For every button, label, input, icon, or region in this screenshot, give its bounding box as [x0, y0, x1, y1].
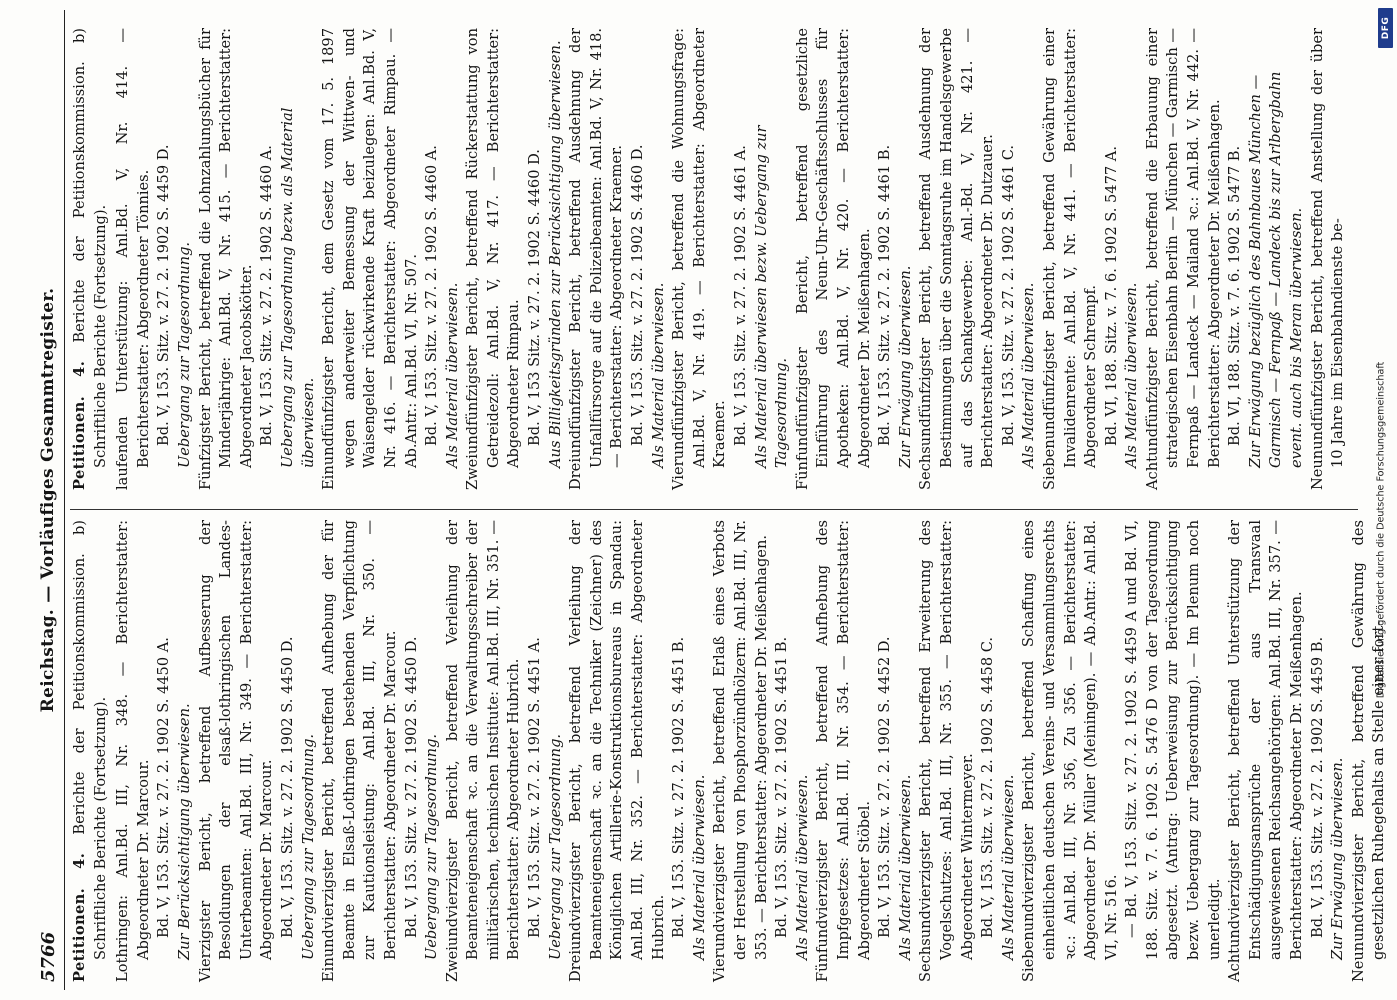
resolution-note: Als Material überwiesen. [649, 282, 667, 468]
register-entry: Sechsundfünfzigster Bericht, betreffend Ausdehnung der Bestimmungen über die Sonntagsruhe im Handelsgewerbe auf das Schankgewerbe: Anl.-Bd. V, Nr. 421. — Berichterstatter: Abgeordneter Dr. Dutzauer. [916, 28, 996, 490]
register-entry: Einundvierzigster Bericht, betreffend Aufhebung der für Beamte in Elsaß-Lothringen bestehenden Verpflichtung zur Kautionsleistung: Anl.Bd. III, Nr. 350. — Berichterstatter: Abgeordneter Dr. Marcour. [319, 520, 399, 982]
resolution-note: Uebergang zur Tagesordnung bezw. als Material überwiesen. [278, 107, 317, 468]
page-reference: Bd. V, 153. Sitz. v. 27. 2. 1902 S. 4450 A. [154, 637, 172, 938]
section-heading-text: Berichte der Petitionskommission. b) Schriftliche Berichte (Fortsetzung). [70, 28, 109, 468]
resolution-note: Zur Berücksichtigung überwiesen. [175, 703, 193, 960]
digitization-credit [1368, 0, 1394, 1000]
resolution-note: Als Material überwiesen. [1019, 282, 1037, 468]
register-entry: Fünfundfünfzigster Bericht, betreffend gesetzliche Einführung des Neun-Uhr-Geschäftsschlusses für Apotheken: Anl.Bd. V, Nr. 420. — Berichterstatter: Abgeordneter Dr. Meißenhagen. [793, 28, 873, 490]
right-column-entries [113, 28, 1349, 490]
page-reference: Bd. V, 153. Sitz. v. 27. 2. 1902 S. 4458 C. [978, 636, 996, 938]
resolution-note: Uebergang zur Tagesordnung. [546, 733, 564, 960]
register-entry: Achtundfünfzigster Bericht, betreffend die Erbauung einer strategischen Eisenbahn Berlin — München — Garmisch — Fernpaß — Landeck — Mailand ꝛc.: Anl.Bd. V, Nr. 442. — Berichterstatter: Abgeordneter Dr. Meißenhagen. [1143, 28, 1223, 490]
page-reference: Bd. V, 153. Sitz. v. 27. 2. 1902 S. 4461 A. [731, 145, 749, 446]
page-reference: Bd. V, 153. Sitz. v. 27. 2. 1902 S. 4459 B. [1308, 636, 1326, 938]
register-entry: Vierzigster Bericht, betreffend Aufbesserung der Besoldungen der elsaß-lothringischen Landes-Unterbeamten: Anl.Bd. III, Nr. 349. — Berichterstatter: Abgeordneter Dr. Marcour. [196, 520, 275, 982]
resolution-note: Zur Erwägung bezüglich des Bahnbaues München — Garmisch — Fernpaß — Landeck bis zur Arlbergbahn event. auch bis Meran überwiesen. [1246, 71, 1305, 468]
resolution-note: Zur Erwägung überwiesen. [896, 265, 914, 468]
dfg-logo-text: DFG [1380, 16, 1391, 40]
digitization-credit-text: Digitalisierung gefördert durch die Deutsche Forschungsgemeinschaft [1375, 361, 1387, 699]
resolution-note: Als Material überwiesen. [999, 774, 1017, 960]
page-reference: Bd. V, 153 Sitz. v. 27. 2. 1902 S. 4460 D. [525, 149, 543, 446]
resolution-note: Als Material überwiesen. [443, 282, 461, 468]
page-reference: Bd. V, 153. Sitz. v. 27. 2. 1902 S. 4450 D. [278, 636, 296, 938]
resolution-note: Aus Billigkeitsgründen zur Berücksichtigung überwiesen. [546, 40, 564, 468]
resolution-note: Uebergang zur Tagesordnung. [175, 241, 193, 468]
page-reference: Bd. V, 153. Sitz. v. 27. 2. 1902 S. 4461 B. [875, 144, 893, 446]
section-heading-lead: Petitionen. 4. [70, 852, 88, 982]
page-reference: — Bd. V, 153. Sitz. v. 27. 2. 1902 S. 4459 A und Bd. VI, 188. Sitz. v. 7. 6. 1902 S. 5476 D von der Tagesordnung abgesetzt. (Antrag: Ueberweisung zur Berücksichtigung bezw. Uebergang zur Tagesordnung). — Im Plenum noch unerledigt. [1122, 520, 1223, 960]
right-column [70, 28, 1358, 490]
page-reference: Bd. V, 153. Sitz. v. 27. 2. 1902 S. 4460 A. [257, 145, 275, 446]
page-reference: Bd. V, 153. Sitz. v. 27. 2. 1902 S. 4460 D. [628, 144, 646, 446]
register-entry: Fünfundvierzigster Bericht, betreffend Aufhebung des Impfgesetzes: Anl.Bd. III, Nr. 354. — Berichterstatter: Abgeordneter Stöbel. [813, 520, 873, 982]
page-reference: Bd. V, 153. Sitz. v. 27. 2. 1902 S. 4451 A. [525, 637, 543, 938]
register-entry: Dreiundfünfzigster Bericht, betreffend Ausdehnung der Unfallfürsorge auf die Polizeibeamten: Anl.Bd. V, Nr. 418. — Berichterstatter: Abgeordneter Kraemer. [566, 28, 625, 490]
resolution-note: Zur Erwägung überwiesen. [1328, 757, 1346, 960]
page-reference: Bd. V, 153. Sitz. v. 27. 2. 1902 S. 4461 C. [999, 144, 1017, 446]
register-entry: Dreiundvierzigster Bericht, betreffend Verleihung der Beamteneigenschaft ꝛc. an die Techniker (Zeichner) des Königlichen Artillerie-Konstruktionsbureaus in Spandau: Anl.Bd. III, Nr. 352. — Berichterstatter: Abgeordneter Hubrich. [566, 520, 667, 982]
register-entry: Fünfzigster Bericht, betreffend die Lohnzahlungsbücher für Minderjährige: Anl.Bd. V, Nr. 415. — Berichterstatter: Abgeordneter Jacobskötter. [196, 28, 255, 490]
register-entry: Zweiundfünfzigster Bericht, betreffend Rückerstattung von Getreidezoll: Anl.Bd. V, Nr. 417. — Berichterstatter: Abgeordneter Rimpau. [463, 28, 522, 490]
page-number: 5766 [37, 931, 59, 982]
page-header [34, 10, 65, 990]
page-reference: Bd. VI, 188. Sitz. v. 7. 6. 1902 S. 5477 B. [1225, 145, 1243, 446]
register-entry: Siebenundvierzigster Bericht, betreffend Schaffung eines einheitlichen deutschen Vereins- und Versammlungsrechts ꝛc.: Anl.Bd. III, Nr. 356, Zu 356. — Berichterstatter: Abgeordneter Dr. Müller (Meiningen). — Ab.Antr.: Anl.Bd. VI, Nr. 516. [1019, 520, 1120, 982]
resolution-note: Als Material überwiesen. [793, 774, 811, 960]
register-entry: Siebenundfünfzigster Bericht, betreffend Gewährung einer Invalidenrente: Anl.Bd. V, Nr. 441. — Berichterstatter: Abgeordneter Schrempf. [1040, 28, 1099, 490]
section-heading [70, 28, 111, 490]
page-reference: Bd. V, 153. Sitz. v. 27. 2. 1902 S. 4460 A. [422, 145, 440, 446]
resolution-note: Als Material überwiesen bezw. Uebergang zur Tagesordnung. [752, 125, 790, 468]
running-title: Reichstag. — Vorläufiges Gesammtregister. [37, 287, 58, 713]
register-entry: Zweiundvierzigster Bericht, betreffend Verleihung der Beamteneigenschaft ꝛc. an die Verwaltungsschreiber der militärischen, technischen Institute: Anl.Bd. III, Nr. 351. — Berichterstatter: Abgeordneter Hubrich. [443, 520, 522, 982]
page-reference: Bd. VI, 188. Sitz. v. 7. 6. 1902 S. 5477 A. [1102, 146, 1120, 446]
resolution-note: Uebergang zur Tagesordnung. [299, 733, 317, 960]
resolution-note: Als Material überwiesen. [690, 774, 708, 960]
register-entry: Vierundvierzigster Bericht, betreffend Erlaß eines Verbots der Herstellung von Phosphorzündhölzern: Anl.Bd. III, Nr. 353. — Berichterstatter: Abgeordneter Dr. Meißenhagen. [710, 520, 770, 982]
section-heading [70, 520, 111, 982]
section-heading-text: Berichte der Petitionskommission. b) Schriftliche Berichte (Fortsetzung). [70, 520, 109, 960]
resolution-note: Als Material überwiesen. [896, 774, 914, 960]
register-entry: Vierundfünfzigster Bericht, betreffend die Wohnungsfrage: Anl.Bd. V, Nr. 419. — Berichterstatter: Abgeordneter Kraemer. [669, 28, 728, 490]
register-entry: laufenden Unterstützung: Anl.Bd. V, Nr. 414. — Berichterstatter: Abgeordneter Tönnies. [113, 28, 152, 490]
page-reference: Bd. V, 153. Sitz. v. 27. 2. 1902 S. 4451 B. [772, 636, 790, 938]
page-reference: Bd. V, 153. Sitz. v. 27. 2. 1902 S. 4450 D. [402, 636, 419, 938]
register-entry: Achtundvierzigster Bericht, betreffend Unterstützung der Entschädigungsansprüche der aus Transvaal ausgewiesenen Reichsangehörigen: Anl.Bd. III, Nr. 357. — Berichterstatter: Abgeordneter Dr. Meißenhagen. [1225, 520, 1305, 982]
column-divider [70, 509, 1358, 510]
left-column-entries [113, 520, 1390, 982]
page-reference: Bd. V, 153. Sitz. v. 27. 2. 1902 S. 4452 D. [875, 636, 893, 938]
page-reference: Bd. V, 153. Sitz. v. 27. 2. 1902 S. 4459 D. [154, 144, 172, 446]
register-entry: Neunundfünfzigster Bericht, betreffend Anstellung der über 10 Jahre im Eisenbahndienste be- [1308, 28, 1346, 490]
page-reference: Bd. V, 153. Sitz. v. 27. 2. 1902 S. 4451 B. [669, 636, 687, 938]
register-entry: Sechsundvierzigster Bericht, betreffend Erweiterung des Vogelschutzes: Anl.Bd. III, Nr. 355. — Berichterstatter: Abgeordneter Wintermeyer. [916, 520, 976, 982]
resolution-note: Als Material überwiesen. [1122, 282, 1140, 468]
register-entry: Lothringen: Anl.Bd. III, Nr. 348. — Berichterstatter: Abgeordneter Dr. Marcour. [113, 520, 152, 982]
section-heading-lead: Petitionen. 4. [70, 360, 88, 490]
register-entry: Einundfünfzigster Bericht, dem Gesetz vom 17. 5. 1897 wegen anderweiter Bemessung der Wittwen- und Waisengelder rückwirkende Kraft beizulegen: Anl.Bd. V, Nr. 416. — Berichterstatter: Abgeordneter Rimpau. — Ab.Antr.: Anl.Bd. VI, Nr. 507. [319, 28, 419, 490]
register-entry: Neunundvierzigster Bericht, betreffend Gewährung des gesetzlichen Ruhegehalts an Stelle einer fort- [1349, 520, 1387, 982]
dfg-logo [1378, 8, 1393, 48]
resolution-note: Uebergang zur Tagesordnung. [422, 733, 440, 960]
